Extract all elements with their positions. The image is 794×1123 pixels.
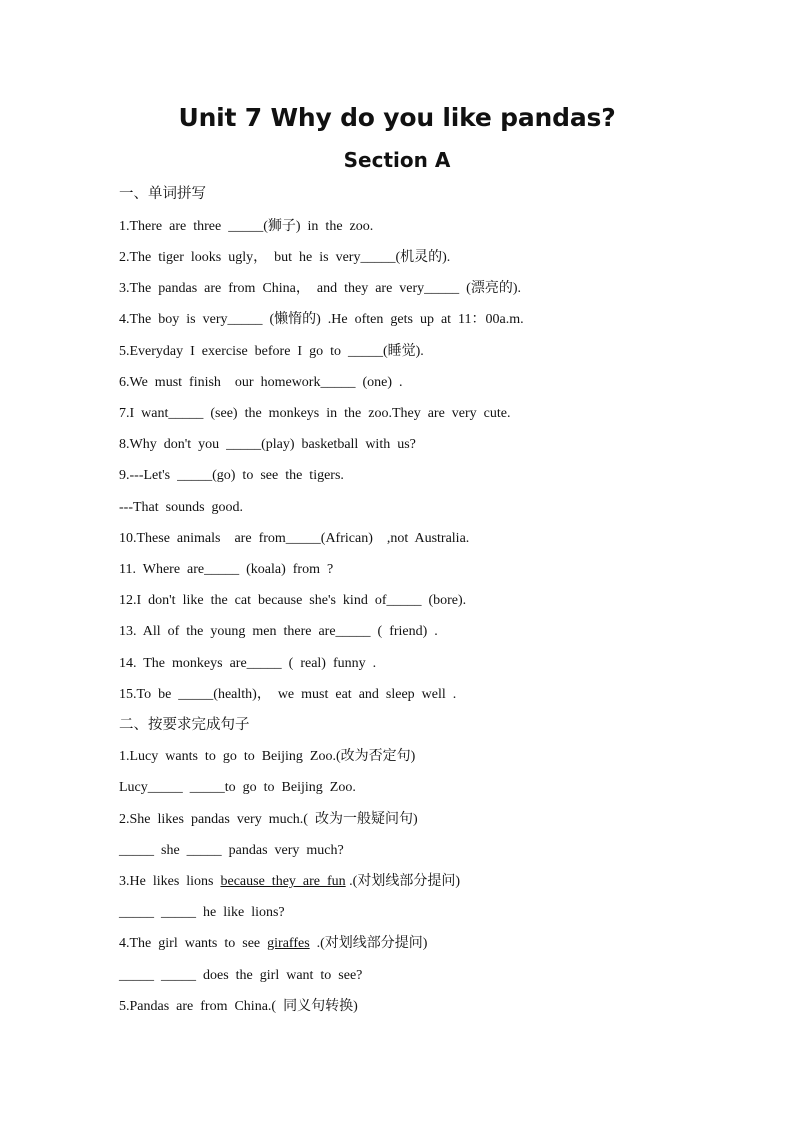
exercise-line: 3.The pandas are from China， and they are very_____ (漂亮的). (119, 281, 521, 296)
exercise-line: 1.There are three _____(狮子) in the zoo. (119, 219, 374, 234)
exercise-line (119, 934, 427, 954)
underlined-phrase: giraffes (267, 936, 310, 951)
section2-heading: 二、按要求完成句子 (119, 717, 250, 733)
exercise-line: 11. Where are_____ (koala) from ? (119, 562, 334, 577)
exercise-line: 4.The boy is very_____ (懒惰的) .He often gets up at 11：00a.m. (119, 312, 524, 327)
exercise-line: 6.We must finish our homework_____ (one) . (119, 375, 403, 390)
exercise-line: 10.These animals are from_____(African) ,not Australia. (119, 531, 470, 546)
exercise-line: 12.I don't like the cat because she's kind of_____ (bore). (119, 593, 467, 608)
answer-line: _____ she _____ pandas very much? (119, 843, 344, 858)
answer-line: _____ _____ does the girl want to see? (119, 968, 363, 983)
exercise-line: 8.Why don't you _____(play) basketball with us? (119, 437, 416, 452)
underlined-phrase: because they are fun (220, 874, 346, 889)
exercise-line: 5.Pandas are from China.( 同义句转换) (119, 999, 358, 1014)
exercise-line: 1.Lucy wants to go to Beijing Zoo.(改为否定句) (119, 749, 416, 764)
exercise-line: 5.Everyday I exercise before I go to _____(睡觉). (119, 344, 424, 359)
line-text: 4.The girl wants to see (119, 936, 268, 951)
exercise-line: 2.She likes pandas very much.( 改为一般疑问句) (119, 812, 418, 827)
exercise-line: 2.The tiger looks ugly， but he is very_____(机灵的). (119, 250, 451, 265)
exercise-line: 13. All of the young men there are_____ ( friend) . (119, 624, 438, 639)
exercise-line: 7.I want_____ (see) the monkeys in the zoo.They are very cute. (119, 406, 511, 421)
line-text: 3.He likes lions (119, 874, 221, 889)
exercise-line: 9.---Let's _____(go) to see the tigers. (119, 468, 344, 483)
line-text: .(对划线部分提问) (345, 874, 460, 889)
section1-heading: 一、单词拼写 (119, 186, 206, 202)
exercise-line: 15.To be _____(health)， we must eat and sleep well . (119, 687, 457, 702)
answer-line: Lucy_____ _____to go to Beijing Zoo. (119, 780, 356, 795)
exercise-line: ---That sounds good. (119, 500, 244, 515)
exercise-line (119, 872, 460, 892)
answer-line: _____ _____ he like lions? (119, 905, 285, 920)
section-subtitle: Section A (343, 148, 451, 172)
line-text: .(对划线部分提问) (309, 936, 428, 951)
exercise-line: 14. The monkeys are_____ ( real) funny . (119, 656, 377, 671)
page-title: Unit 7 Why do you like pandas? (178, 103, 616, 132)
